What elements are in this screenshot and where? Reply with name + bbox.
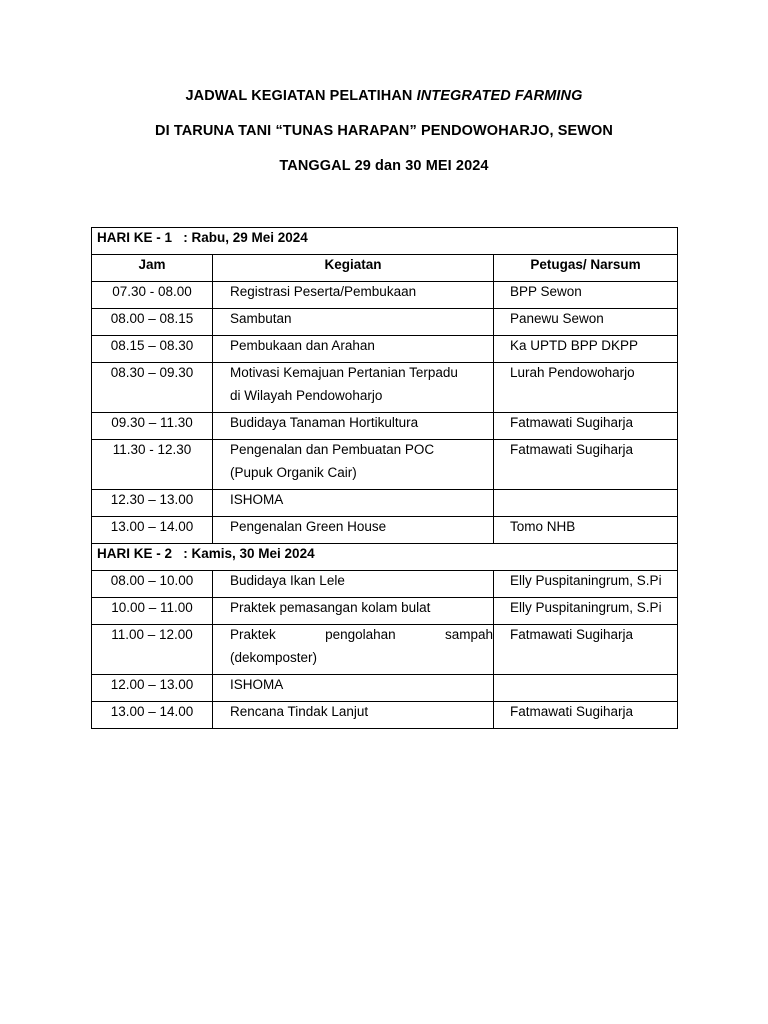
activity-cell (213, 702, 494, 729)
activity-line: Praktek pengolahan sampah (230, 627, 493, 642)
column-header-petugas: Petugas/ Narsum (494, 255, 678, 282)
activity-cell (213, 625, 494, 675)
officer-cell: Ka UPTD BPP DKPP (494, 336, 678, 363)
table-row (92, 282, 678, 309)
day-header-row (92, 228, 678, 255)
activity-line: Rencana Tindak Lanjut (230, 704, 369, 719)
table-row (92, 571, 678, 598)
table-row (92, 702, 678, 729)
activity-line: di Wilayah Pendowoharjo (230, 388, 383, 403)
time-cell: 08.00 – 08.15 (92, 309, 213, 336)
activity-line: Budidaya Tanaman Hortikultura (230, 415, 419, 430)
table-row (92, 675, 678, 702)
activity-cell (213, 413, 494, 440)
time-cell: 08.30 – 09.30 (92, 363, 213, 413)
activity-cell (213, 517, 494, 544)
activity-cell (213, 598, 494, 625)
activity-line: Pengenalan dan Pembuatan POC (230, 442, 435, 457)
activity-cell (213, 363, 494, 413)
time-cell: 08.00 – 10.00 (92, 571, 213, 598)
officer-cell: BPP Sewon (494, 282, 678, 309)
table-row (92, 517, 678, 544)
activity-cell (213, 490, 494, 517)
table-row (92, 625, 678, 675)
time-cell: 11.00 – 12.00 (92, 625, 213, 675)
officer-cell (494, 490, 678, 517)
document-subtitle-date: TANGGAL 29 dan 30 MEI 2024 (279, 158, 489, 174)
activity-line: ISHOMA (230, 677, 284, 692)
activity-line: Registrasi Peserta/Pembukaan (230, 284, 417, 299)
time-cell: 12.30 – 13.00 (92, 490, 213, 517)
time-cell: 10.00 – 11.00 (92, 598, 213, 625)
schedule-body (92, 228, 678, 729)
document-title (0, 88, 768, 104)
activity-line: (Pupuk Organik Cair) (230, 465, 357, 480)
table-row (92, 490, 678, 517)
time-cell: 12.00 – 13.00 (92, 675, 213, 702)
column-header-jam: Jam (92, 255, 213, 282)
table-row (92, 336, 678, 363)
title-prefix: JADWAL KEGIATAN PELATIHAN (185, 88, 417, 104)
activity-cell (213, 440, 494, 490)
activity-cell (213, 571, 494, 598)
time-cell: 11.30 - 12.30 (92, 440, 213, 490)
time-cell: 13.00 – 14.00 (92, 517, 213, 544)
officer-cell: Tomo NHB (494, 517, 678, 544)
officer-cell: Elly Puspitaningrum, S.Pi (494, 598, 678, 625)
activity-line: ISHOMA (230, 492, 284, 507)
document-subtitle-location: DI TARUNA TANI “TUNAS HARAPAN” PENDOWOHARJO, SEWON (155, 123, 613, 139)
table-row (92, 598, 678, 625)
officer-cell: Fatmawati Sugiharja (494, 413, 678, 440)
officer-cell: Panewu Sewon (494, 309, 678, 336)
time-cell: 08.15 – 08.30 (92, 336, 213, 363)
schedule-table (91, 227, 678, 729)
activity-line: Budidaya Ikan Lele (230, 573, 345, 588)
officer-cell: Fatmawati Sugiharja (494, 440, 678, 490)
officer-cell: Lurah Pendowoharjo (494, 363, 678, 413)
officer-cell: Fatmawati Sugiharja (494, 625, 678, 675)
day-label: HARI KE - 2 : Kamis, 30 Mei 2024 (92, 544, 678, 571)
time-cell: 07.30 - 08.00 (92, 282, 213, 309)
activity-cell (213, 282, 494, 309)
activity-line: (dekomposter) (230, 650, 318, 665)
activity-line: Praktek pemasangan kolam bulat (230, 600, 431, 615)
activity-line: Pengenalan Green House (230, 519, 387, 534)
table-row (92, 413, 678, 440)
table-row (92, 363, 678, 413)
activity-line: Sambutan (230, 311, 292, 326)
column-header-row (92, 255, 678, 282)
activity-cell (213, 309, 494, 336)
officer-cell: Fatmawati Sugiharja (494, 702, 678, 729)
activity-cell (213, 336, 494, 363)
activity-line: Pembukaan dan Arahan (230, 338, 375, 353)
activity-line: Motivasi Kemajuan Pertanian Terpadu (230, 365, 458, 380)
title-italic: INTEGRATED FARMING (416, 88, 583, 104)
time-cell: 13.00 – 14.00 (92, 702, 213, 729)
column-header-kegiatan: Kegiatan (213, 255, 494, 282)
day-header-row (92, 544, 678, 571)
table-row (92, 309, 678, 336)
officer-cell (494, 675, 678, 702)
table-row (92, 440, 678, 490)
time-cell: 09.30 – 11.30 (92, 413, 213, 440)
officer-cell: Elly Puspitaningrum, S.Pi (494, 571, 678, 598)
day-label: HARI KE - 1 : Rabu, 29 Mei 2024 (92, 228, 678, 255)
activity-cell (213, 675, 494, 702)
